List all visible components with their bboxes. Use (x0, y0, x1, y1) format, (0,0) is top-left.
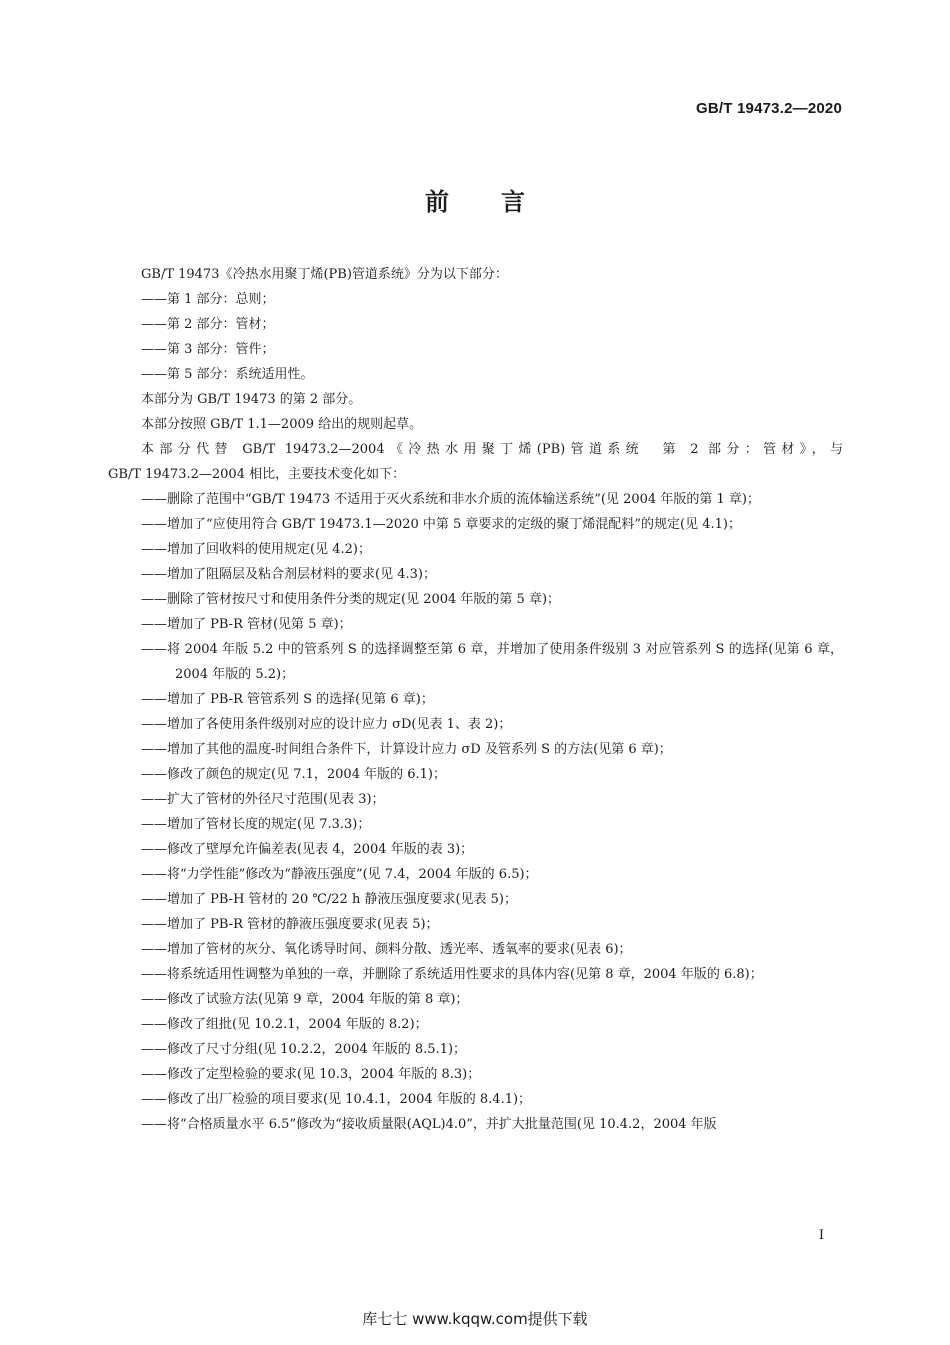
change-item: ——增加了阻隔层及粘合剂层材料的要求(见 4.3)； (141, 567, 436, 582)
replacement-paragraph-line: GB/T 19473.2—2004 相比，主要技术变化如下： (108, 467, 406, 482)
change-item: ——修改了组批(见 10.2.1，2004 年版的 8.2)； (141, 1017, 428, 1032)
change-item: ——将“力学性能”修改为“静液压强度”(见 7.4，2004 年版的 6.5)； (141, 867, 538, 882)
change-item: ——将“合格质量水平 6.5”修改为“接收质量限(AQL)4.0”，并扩大批量范围(见 10.4.2，2004 年版 (141, 1117, 717, 1132)
part-list-item: ——第 3 部分：管件； (141, 342, 275, 357)
change-item: ——增加了回收料的使用规定(见 4.2)； (141, 542, 371, 557)
change-item: ——将系统适用性调整为单独的一章，并删除了系统适用性要求的具体内容(见第 8 章，2004 年版的 6.8)； (141, 967, 763, 982)
change-item: ——增加了管材的灰分、氧化诱导时间、颜料分散、透光率、透氧率的要求(见表 6)； (141, 942, 632, 957)
change-item: ——增加了其他的温度-时间组合条件下，计算设计应力 σD 及管系列 S 的方法(见第 6 章)； (141, 742, 672, 757)
standard-code: GB/T 19473.2—2020 (696, 100, 842, 117)
change-item: ——将 2004 年版 5.2 中的管系列 S 的选择调整至第 6 章，并增加了使用条件级别 3 对应管系列 S 的选择(见第 6 章，2004 年版的 5.2)； (141, 642, 843, 682)
change-item: ——扩大了管材的外径尺寸范围(见表 3)； (141, 792, 385, 807)
change-item: ——修改了出厂检验的项目要求(见 10.4.1，2004 年版的 8.4.1)； (141, 1092, 532, 1107)
intro-paragraph: 本部分为 GB/T 19473 的第 2 部分。 (141, 392, 362, 407)
part-list-item: ——第 5 部分：系统适用性。 (141, 367, 314, 382)
change-item: ——修改了定型检验的要求(见 10.3，2004 年版的 8.3)； (141, 1067, 481, 1082)
change-item: ——修改了尺寸分组(见 10.2.2，2004 年版的 8.5.1)； (141, 1042, 467, 1057)
foreword-body (108, 262, 843, 1137)
intro-paragraph: GB/T 19473《冷热水用聚丁烯(PB)管道系统》分为以下部分： (141, 267, 508, 282)
change-item: ——增加了“应使用符合 GB/T 19473.1—2020 中第 5 章要求的定级的聚丁烯混配料”的规定(见 4.1)； (141, 517, 742, 532)
footer-watermark: 库七七 www.kqqw.com提供下载 (362, 1310, 588, 1328)
change-item: ——删除了管材按尺寸和使用条件分类的规定(见 2004 年版的第 5 章)； (141, 592, 561, 607)
replacement-paragraph-line: 本部分代替 GB/T 19473.2—2004《冷热水用聚丁烯(PB)管道系统 第 2 部分：管材》，与 (141, 442, 843, 457)
part-list-item: ——第 1 部分：总则； (141, 292, 275, 307)
change-item: ——删除了范围中“GB/T 19473 不适用于灭火系统和非水介质的流体输送系统”(见 2004 年版的第 1 章)； (141, 492, 760, 507)
change-item: ——增加了 PB-R 管材(见第 5 章)； (141, 617, 352, 632)
change-item: ——增加了 PB-R 管材的静液压强度要求(见表 5)； (141, 917, 439, 932)
change-item: ——增加了管材长度的规定(见 7.3.3)； (141, 817, 371, 832)
page-number: I (818, 1228, 824, 1243)
change-item: ——增加了 PB-H 管材的 20 ℃/22 h 静液压强度要求(见表 5)； (141, 892, 517, 907)
change-item: ——增加了 PB-R 管管系列 S 的选择(见第 6 章)； (141, 692, 434, 707)
intro-paragraph: 本部分按照 GB/T 1.1—2009 给出的规则起草。 (141, 417, 423, 432)
change-item: ——修改了颜色的规定(见 7.1，2004 年版的 6.1)； (141, 767, 446, 782)
change-item: ——修改了壁厚允许偏差表(见表 4，2004 年版的表 3)； (141, 842, 474, 857)
change-item: ——修改了试验方法(见第 9 章，2004 年版的第 8 章)； (141, 992, 469, 1007)
change-item: ——增加了各使用条件级别对应的设计应力 σD(见表 1、表 2)； (141, 717, 512, 732)
part-list-item: ——第 2 部分：管材； (141, 317, 275, 332)
page-title: 前言 (425, 188, 577, 216)
